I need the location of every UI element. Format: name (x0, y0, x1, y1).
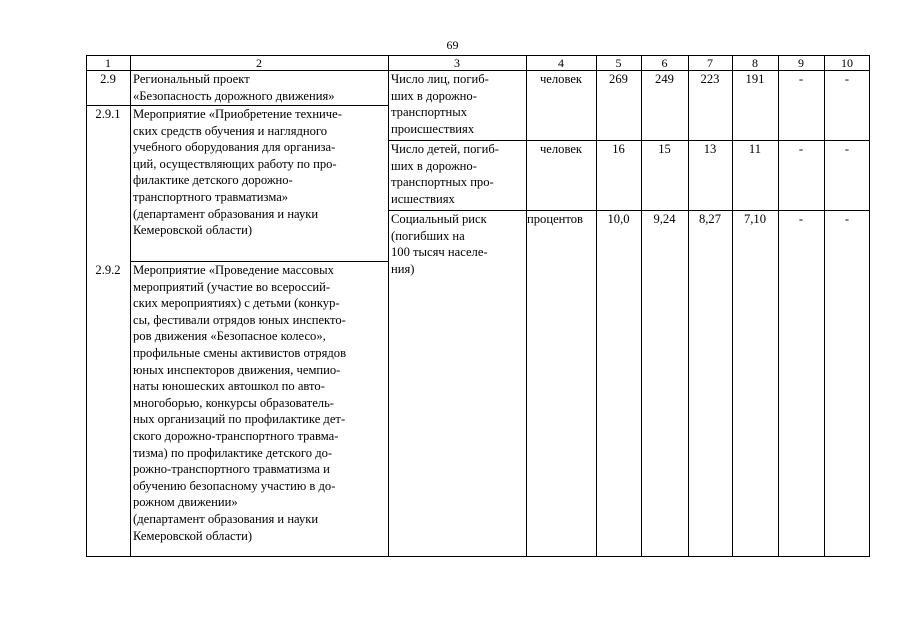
row-number: 2.9.1 (95, 107, 121, 121)
header-col-5: 5 (615, 56, 622, 70)
indicator-value: 269 (609, 72, 628, 86)
indicator-unit: человек (539, 142, 583, 156)
indicator-unit: человек (539, 72, 583, 86)
indicator-name: Число детей, погиб- ших в дорожно- транспортных про- исшествиях (391, 142, 499, 206)
row-number: 2.9.2 (95, 263, 121, 277)
header-col-2: 2 (256, 56, 262, 70)
indicator-value: - (844, 212, 850, 226)
header-col-6: 6 (661, 56, 668, 70)
indicator-value: 8,27 (698, 212, 722, 226)
row-number: 2.9 (100, 72, 116, 86)
indicator-value: - (844, 142, 850, 156)
indicator-value: 11 (748, 142, 762, 156)
indicator-value: 10,0 (607, 212, 630, 226)
header-col-9: 9 (798, 56, 804, 70)
header-col-3: 3 (454, 56, 460, 70)
row-name: Мероприятие «Проведение массовых мероприятий (участие во всероссий- ских мероприятиях) с детьми (конкур- сы, фестивали отрядов юных инспекто- ров движения «Безопасное колесо», профильные смены активистов отрядов юных инспекторов движения, чемпио- наты юношеских автошкол по авто- многоборью, конкурсы образователь- ных организаций по профилактике дет- ского дорожно-транспортного травма- тизма) по профилактике детского до- рожно-транспортного травматизма и обучению безопасному участию в до- рожном движении» (департамент образования и науки Кемеровской области) (133, 263, 347, 543)
page-number: 69 (446, 38, 459, 52)
indicator-name: Социальный риск (погибших на 100 тысяч населе- ния) (391, 212, 488, 276)
indicator-value: 191 (745, 72, 765, 86)
indicator-value: 16 (612, 142, 625, 156)
indicator-value: 15 (658, 142, 671, 156)
indicator-unit: процентов (527, 212, 583, 226)
row-name: Мероприятие «Приобретение техниче- ских средств обучения и наглядного учебного оборудования для организа- ций, осуществляющих работу по про- филактике детского дорожно- транспортного травматизма» (департамент образования и науки Кемеровской области) (133, 107, 342, 238)
header-col-4: 4 (558, 56, 564, 70)
indicator-value: 249 (655, 72, 674, 86)
indicator-name: Число лиц, погиб- ших в дорожно- транспортных происшествиях (391, 72, 489, 136)
indicator-value: - (798, 212, 804, 226)
indicator-value: 7,10 (743, 212, 767, 226)
indicator-value: 9,24 (653, 212, 676, 226)
indicator-value: - (844, 72, 850, 86)
header-col-8: 8 (752, 56, 758, 70)
row-name: Региональный проект «Безопасность дорожного движения» (133, 72, 335, 103)
indicator-value: - (798, 142, 804, 156)
indicator-value: 13 (703, 142, 717, 156)
header-col-1: 1 (105, 56, 111, 70)
header-col-10: 10 (841, 56, 853, 70)
header-col-7: 7 (707, 56, 713, 70)
data-table (86, 55, 870, 557)
indicator-value: - (798, 72, 804, 86)
indicator-value: 223 (700, 72, 720, 86)
